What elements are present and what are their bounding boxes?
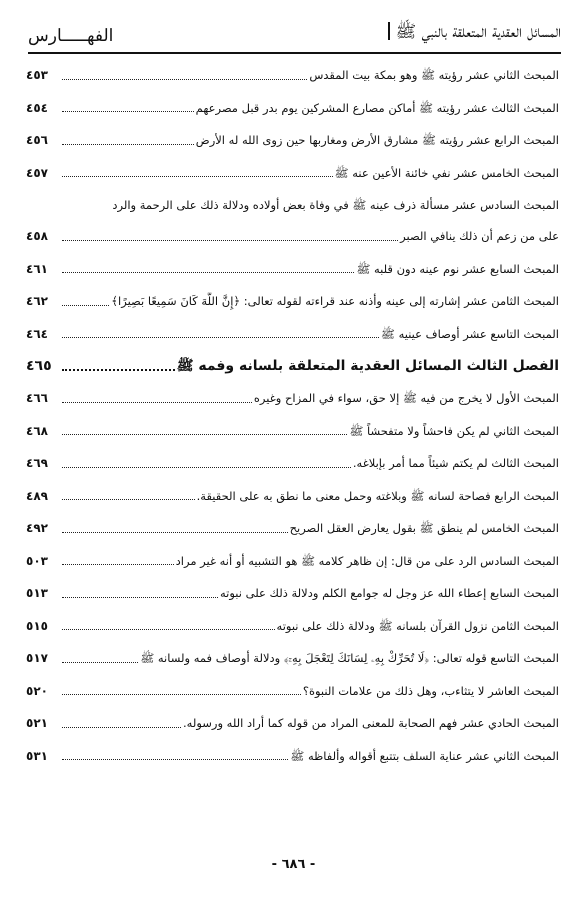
entry-page: ٤٥٤	[26, 100, 48, 115]
toc-entry	[26, 584, 559, 602]
toc-entry	[26, 196, 559, 245]
entry-title: المبحث السابع إعطاء الله عز وجل له جوامع الكلم ودلالة ذلك على نبوته	[220, 586, 559, 600]
entry-title: المبحث التاسع عشر أوصاف عينيه ﷺ	[381, 326, 559, 341]
dot-leader	[62, 337, 379, 338]
toc-entry	[26, 682, 559, 700]
entry-page: ٥٢١	[26, 716, 48, 730]
entry-page: ٤٥٣	[26, 68, 48, 82]
entry-page: ٤٦١	[26, 261, 48, 276]
entry-page: ٤٦٥	[26, 358, 52, 374]
entry-title: المبحث الرابع عشر رؤيته ﷺ مشارق الأرض ومغاربها حين زوى الله له الأرض	[195, 133, 559, 147]
toc-entry	[26, 66, 559, 84]
dot-leader	[62, 597, 218, 598]
entry-title: المبحث الحادي عشر فهم الصحابة للمعنى المراد من قوله كما أراد الله ورسوله.	[183, 716, 559, 730]
page-number: - ٦٨٦ -	[271, 857, 316, 872]
header-separator	[388, 22, 390, 40]
toc-entry	[26, 325, 559, 343]
dot-leader	[62, 759, 288, 760]
toc-entry	[26, 99, 559, 117]
dot-leader	[62, 434, 347, 435]
entry-title-continued: على من زعم أن ذلك ينافي الصبر	[400, 229, 559, 243]
entry-page: ٥١٥	[26, 618, 48, 633]
entry-page: ٥٣١	[26, 748, 48, 763]
dot-leader	[62, 694, 301, 695]
entry-title: المبحث الرابع فصاحة لسانه ﷺ وبلاغته وحمل معنى ما نطق به على الحقيقة.	[196, 488, 559, 503]
entry-title: المبحث الثاني عشر رؤيته ﷺ وهو بمكة بيت المقدس	[309, 68, 559, 82]
dot-leader	[62, 144, 194, 145]
entry-page: ٤٦٨	[26, 423, 48, 438]
toc-entry	[26, 260, 559, 278]
entry-page: ٤٥٨	[26, 229, 48, 243]
entry-title: المبحث السادس الرد على من قال: إن ظاهر كلامه ﷺ هو التشبيه أو أنه غير مراد	[175, 553, 559, 568]
chapter-heading	[26, 357, 559, 375]
dot-leader	[62, 402, 252, 403]
header-title-group	[384, 21, 561, 46]
entry-title: المبحث الثاني لم يكن فاحشاً ولا متفحشاً ﷺ	[349, 423, 559, 438]
dot-leader	[62, 369, 175, 371]
entry-title: المبحث الخامس عشر نفي خائنة الأعين عنه ﷺ	[334, 165, 559, 180]
entry-page: ٥١٧	[26, 651, 48, 665]
toc-entry	[26, 552, 559, 570]
toc-entry	[26, 454, 559, 472]
dot-leader	[62, 467, 351, 468]
toc-entry	[26, 714, 559, 732]
header-rule	[28, 52, 561, 54]
entry-title: المبحث السادس عشر مسألة ذرف عينه ﷺ في وفاة بعض أولاده ودلالة ذلك على الرحمة والرد	[112, 198, 559, 212]
section-title: الفهـــــارس	[28, 26, 114, 46]
toc-entry	[26, 389, 559, 407]
entry-continuation	[26, 227, 559, 245]
toc-entry	[26, 487, 559, 505]
entry-title: المبحث الثامن نزول القرآن بلسانه ﷺ ودلالة ذلك على نبوته	[276, 618, 559, 633]
entry-page: ٤٦٤	[26, 326, 48, 341]
dot-leader	[62, 564, 174, 565]
toc-entry	[26, 617, 559, 635]
toc-entry	[26, 747, 559, 765]
toc-entry	[26, 519, 559, 537]
dot-leader	[62, 272, 354, 273]
table-of-contents	[26, 66, 559, 779]
entry-page: ٤٥٧	[26, 165, 48, 180]
dot-leader	[62, 79, 307, 80]
entry-title: المبحث الخامس لم ينطق ﷺ بقول يعارض العقل الصريح	[289, 521, 559, 535]
entry-title: المبحث السابع عشر نوم عينه دون قلبه ﷺ	[356, 261, 559, 276]
dot-leader	[62, 727, 181, 728]
toc-entry	[26, 164, 559, 182]
dot-leader	[62, 305, 109, 306]
book-title: المسائل العقدية المتعلقة بالنبي ﷺ	[395, 22, 561, 42]
entry-title: المبحث التاسع قوله تعالى: ﴿لَا تُحَرِّكْ بِهِۦ لِسَانَكَ لِتَعْجَلَ بِهِۦٓ﴾ ودلالة أوصاف فمه ولسانه ﷺ	[140, 651, 559, 665]
entry-page: ٥٢٠	[26, 683, 48, 698]
dot-leader	[62, 532, 288, 533]
entry-page: ٤٦٩	[26, 456, 48, 470]
entry-page: ٥٠٣	[26, 553, 48, 568]
entry-title: الفصل الثالث المسائل العقدية المتعلقة بلسانه وفمه ﷺ	[176, 358, 559, 374]
entry-title: المبحث العاشر لا يتثاءب، وهل ذلك من علامات النبوة؟	[302, 683, 559, 698]
entry-title: المبحث الثاني عشر عناية السلف بتتبع أقواله وألفاظه ﷺ	[290, 748, 559, 763]
dot-leader	[62, 662, 138, 663]
entry-page: ٤٨٩	[26, 488, 48, 503]
entry-title: المبحث الثالث لم يكتم شيئاً مما أمر بإبلاغه.	[352, 456, 559, 470]
toc-entry	[26, 131, 559, 149]
dot-leader	[62, 240, 398, 241]
entry-page: ٥١٣	[26, 586, 48, 600]
toc-entry	[26, 292, 559, 310]
entry-title: المبحث الأول لا يخرج من فيه ﷺ إلا حق، سواء في المزاح وغيره	[253, 391, 559, 405]
dot-leader	[62, 499, 195, 500]
dot-leader	[62, 111, 194, 112]
entry-page: ٤٥٦	[26, 133, 48, 147]
running-header	[28, 18, 561, 46]
dot-leader	[62, 176, 333, 177]
toc-entry	[26, 422, 559, 440]
dot-leader	[62, 629, 275, 630]
toc-entry	[26, 649, 559, 667]
entry-title: المبحث الثامن عشر إشارته إلى عينه وأذنه عند قراءته لقوله تعالى: ﴿إِنَّ اللَّهَ كَانَ سَمِيعًا بَصِيرًا﴾	[111, 294, 559, 308]
entry-page: ٤٦٢	[26, 294, 48, 308]
entry-page: ٤٦٦	[26, 391, 48, 405]
entry-title: المبحث الثالث عشر رؤيته ﷺ أماكن مصارع المشركين يوم بدر قبل مصرعهم	[195, 100, 559, 115]
entry-page: ٤٩٢	[26, 521, 48, 535]
